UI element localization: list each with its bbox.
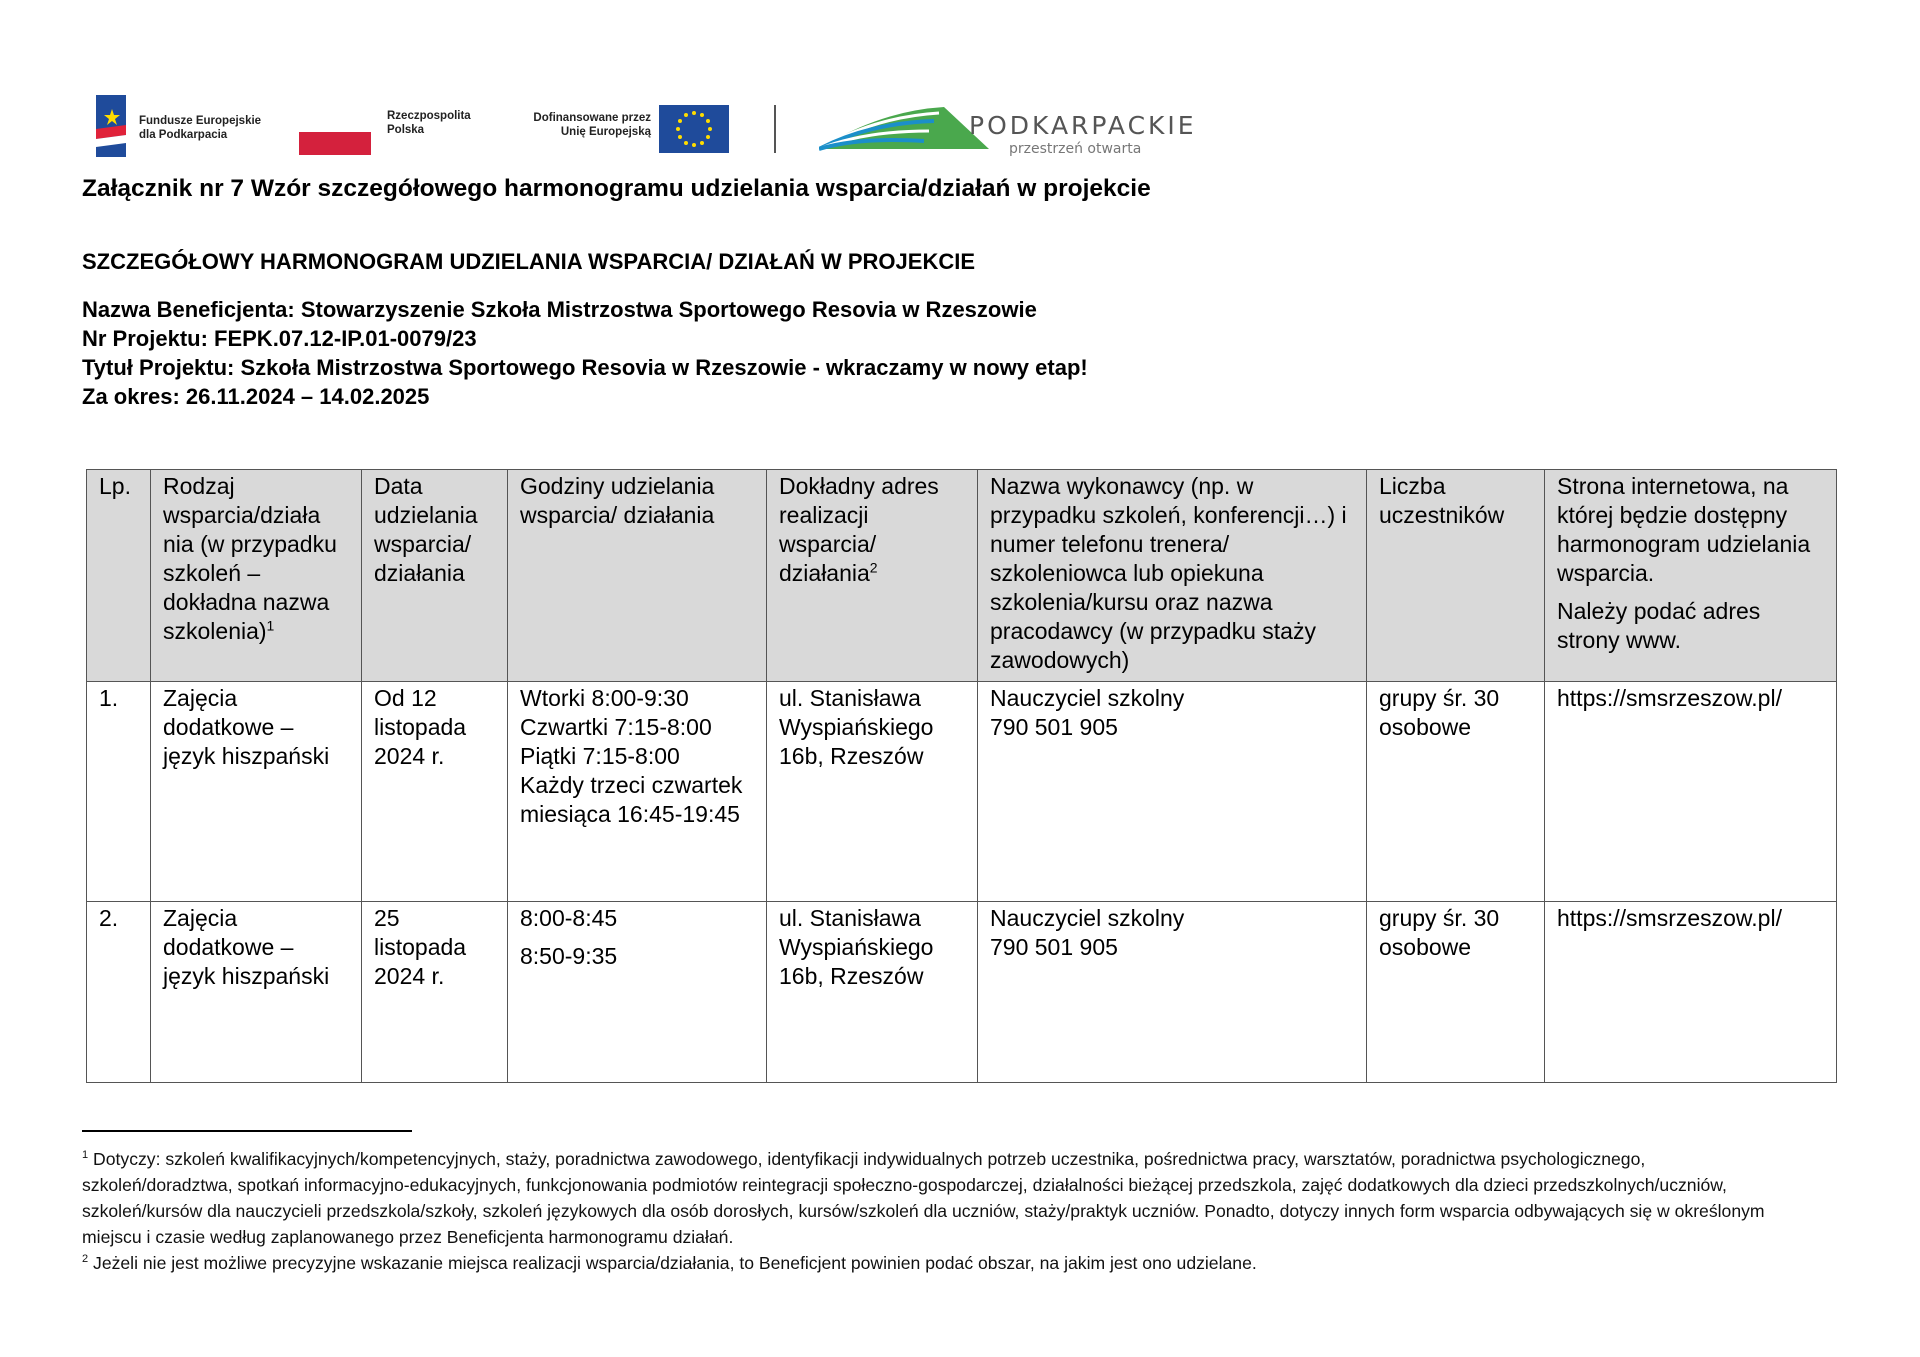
cell-type: Zajęcia dodatkowe – język hiszpański	[151, 682, 362, 902]
header-contractor: Nazwa wykonawcy (np. w przypadku szkoleń, konferencji…) i numer telefonu trenera/ szkoleniowca lub opiekuna szkolenia/kursu oraz nazwa pracodawcy (w przypadku staży zawodowych)	[978, 470, 1367, 682]
eu-logo	[519, 105, 744, 155]
phone-number: 790 501 905	[990, 714, 1118, 740]
header-hours: Godziny udzielania wsparcia/ działania	[508, 470, 767, 682]
cell-lp: 2.	[87, 902, 151, 1083]
project-meta	[82, 295, 1088, 411]
ue-line2: Unię Europejską	[560, 126, 651, 138]
website-link[interactable]: https://smsrzeszow.pl/	[1557, 905, 1782, 931]
cell-date: 25 listopada 2024 r.	[362, 902, 508, 1083]
header-date: Data udzielania wsparcia/ działania	[362, 470, 508, 682]
table-header-row	[87, 470, 1837, 682]
footnote-separator	[82, 1130, 412, 1132]
beneficiary-name: Nazwa Beneficjenta: Stowarzyszenie Szkoła Mistrzostwa Sportowego Resovia w Rzeszowie	[82, 297, 1037, 322]
cell-participants: grupy śr. 30 osobowe	[1367, 902, 1545, 1083]
fe-line2: dla Podkarpacia	[139, 129, 228, 141]
fe-flag-icon	[94, 95, 134, 157]
header-participants: Liczba uczestników	[1367, 470, 1545, 682]
cell-date: Od 12 listopada 2024 r.	[362, 682, 508, 902]
cell-type: Zajęcia dodatkowe – język hiszpański	[151, 902, 362, 1083]
pl-logo	[299, 109, 479, 154]
footnotes	[82, 1146, 1772, 1276]
project-number: Nr Projektu: FEPK.07.12-IP.01-0079/23	[82, 326, 477, 351]
cell-hours: 8:00-8:45 8:50-9:35	[508, 902, 767, 1083]
pl-flag-icon	[299, 109, 371, 155]
pk-tagline: przestrzeń otwarta	[1009, 141, 1142, 157]
fe-logo	[94, 95, 294, 157]
table-row	[87, 902, 1837, 1083]
cell-hours: Wtorki 8:00-9:30 Czwartki 7:15-8:00 Piątki 7:15-8:00 Każdy trzeci czwartek miesiąca 16:45-19:45	[508, 682, 767, 902]
cell-participants: grupy śr. 30 osobowe	[1367, 682, 1545, 902]
table-row	[87, 682, 1837, 902]
fe-line1: Fundusze Europejskie	[139, 115, 262, 127]
document-title: Załącznik nr 7 Wzór szczegółowego harmonogramu udzielania wsparcia/działań w projekcie	[82, 175, 1151, 202]
header-type: Rodzaj wsparcia/działa nia (w przypadku szkoleń – dokładna nazwa szkolenia)$^1$	[151, 470, 362, 682]
podkarpackie-hills-icon	[819, 103, 989, 153]
website-link[interactable]: https://smsrzeszow.pl/	[1557, 685, 1782, 711]
project-period: Za okres: 26.11.2024 – 14.02.2025	[82, 384, 430, 409]
cell-website	[1545, 902, 1837, 1083]
header-lp: Lp.	[87, 470, 151, 682]
logo-bar	[94, 95, 1224, 165]
schedule-table	[86, 469, 1837, 1083]
cell-address: ul. Stanisława Wyspiańskiego 16b, Rzeszów	[767, 682, 978, 902]
footnote-1: $^1$ Dotyczy: szkoleń kwalifikacyjnych/kompetencyjnych, staży, poradnictwa zawodowego, identyfikacji indywidualnych potrzeb uczestnika, pośrednictwa pracy, warsztatów, poradnictwa psychologicznego, szkoleń/doradztwa, spotkań informacyjno-edukacyjnych, funkcjonowania podmiotów reintegracji społeczno-gospodarczej, działalności bieżącej przedszkola, zajęć dodatkowych dla dzieci przedszkolnych/uczniów, szkoleń/kursów dla nauczycieli przedszkola/szkoły, szkoleń językowych dla osób dorosłych, kursów/szkoleń dla uczniów, staży/praktyk uczniów. Ponadto, dotyczy innych form wsparcia odbywających się w określonym miejscu i czasie według zaplanowanego przez Beneficjenta harmonogramu działań.	[82, 1149, 1765, 1247]
phone-number: 790 501 905	[990, 934, 1118, 960]
cell-website	[1545, 682, 1837, 902]
pl-line1: Rzeczpospolita	[387, 110, 471, 122]
header-address: Dokładny adres realizacji wsparcia/ działania$^2$	[767, 470, 978, 682]
header-website-note: Należy podać adres strony www.	[1557, 598, 1761, 653]
cell-lp: 1.	[87, 682, 151, 902]
header-website: Strona internetowa, na której będzie dostępny harmonogram udzielania wsparcia. Należy podać adres strony www.	[1545, 470, 1837, 682]
podkarpackie-logo	[819, 103, 1224, 161]
eu-flag-icon	[659, 105, 729, 153]
document-subtitle: SZCZEGÓŁOWY HARMONOGRAM UDZIELANIA WSPARCIA/ DZIAŁAŃ W PROJEKCIE	[82, 249, 976, 274]
cell-address: ul. Stanisława Wyspiańskiego 16b, Rzeszów	[767, 902, 978, 1083]
cell-contractor: Nauczyciel szkolny 790 501 905	[978, 682, 1367, 902]
pk-name: PODKARPACKIE	[969, 111, 1197, 140]
footnote-2: $^2$ Jeżeli nie jest możliwe precyzyjne wskazanie miejsca realizacji wsparcia/działania, to Beneficjent powinien podać obszar, na jakim jest ono udzielane.	[82, 1253, 1257, 1273]
pl-line2: Polska	[387, 124, 425, 136]
project-title: Tytuł Projektu: Szkoła Mistrzostwa Sportowego Resovia w Rzeszowie - wkraczamy w nowy etap!	[82, 355, 1088, 380]
ue-line1: Dofinansowane przez	[533, 112, 651, 124]
logo-divider	[774, 105, 776, 153]
cell-contractor: Nauczyciel szkolny 790 501 905	[978, 902, 1367, 1083]
